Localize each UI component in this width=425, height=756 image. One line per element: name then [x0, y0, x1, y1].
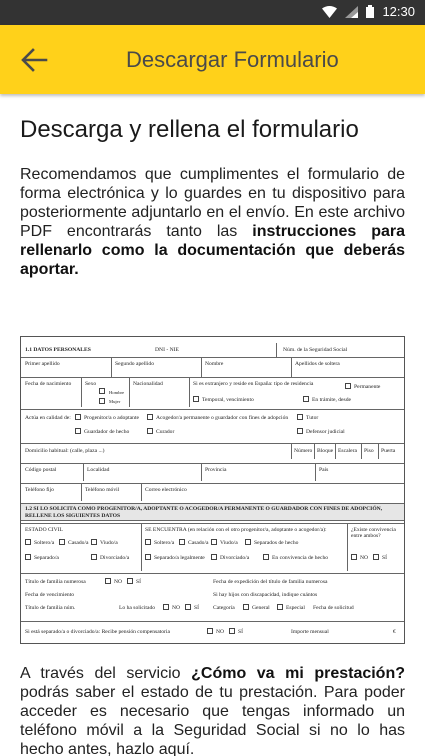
form-tel-movil: Teléfono móvil: [85, 487, 120, 493]
form-guardador: Guardador de hecho: [84, 429, 130, 435]
form-convivencia-hecho: En convivencia de hecho: [272, 555, 329, 561]
form-si-1: SÍ: [382, 555, 387, 561]
outro-text-2: podrás saber el estado de tu prestación. Para poder acceder es necesario que tengas informado un teléfono móvil a la Seguridad Social si no lo has hecho antes, hazlo aquí.: [20, 684, 405, 756]
form-existe: ¿Existe convivencia entre ambos?: [351, 527, 396, 539]
form-bloque: Bloque: [317, 448, 334, 454]
form-no-3: NO: [172, 605, 181, 611]
form-euro: €: [393, 629, 396, 635]
signal-icon: [345, 6, 358, 18]
form-nacionalidad: Nacionalidad: [133, 381, 163, 387]
form-row-calidad: [21, 409, 404, 439]
form-especial: Especial: [286, 605, 305, 611]
form-primer-apellido: Primer apellido: [25, 361, 60, 367]
form-fecha-sol: Fecha de solicitud: [313, 605, 354, 611]
form-row-telefono: [21, 483, 404, 501]
form-general: General: [252, 605, 270, 611]
form-email: Correo electrónico: [145, 487, 187, 493]
arrow-left-icon: [20, 47, 48, 73]
form-row-domicilio: [21, 443, 404, 459]
intro-paragraph: [20, 165, 405, 279]
form-acogedor: Acogedor/a permanente o guardador con fines de adopción: [156, 415, 289, 421]
form-domicilio: Domicilio habitual: (calle, plaza ...): [25, 448, 105, 454]
form-section2-header: [21, 503, 404, 521]
form-discapacidad: Si hay hijos con discapacidad, indique cuántos: [213, 592, 318, 598]
intro-text: Recomendamos que cumplimentes el formulario de forma electrónica y lo guardes en tu dispositivo para posteriormente adjuntarlo en el envío. En este archivo PDF encontrarás tanto las: [20, 166, 405, 240]
form-piso: Piso: [364, 448, 374, 454]
form-fecha-exp: Fecha de expedición del título de familia numerosa: [213, 579, 328, 585]
form-preview-image[interactable]: [20, 336, 405, 644]
form-row-familia: [21, 573, 404, 619]
form-mujer: Mujer: [109, 399, 121, 404]
form-divorciado: Divorciado/a: [100, 555, 130, 561]
page-title: Descargar Formulario: [126, 47, 339, 72]
form-cp: Código postal: [25, 467, 57, 473]
form-localidad: Localidad: [87, 467, 110, 473]
form-fecha-venc: Fecha de vencimiento: [25, 592, 75, 598]
form-fecha-nacimiento: Fecha de nacimiento: [25, 381, 72, 387]
app-bar: [0, 25, 425, 94]
form-soltero-2: Soltero/a: [154, 540, 175, 546]
form-row-names: [21, 357, 404, 377]
intro-bold-text: instrucciones para rellenarlo como la documentación que deberás aportar.: [20, 223, 406, 278]
section-heading: Descarga y rellena el formulario: [20, 116, 359, 143]
form-temporal: Temporal, vencimiento: [202, 397, 254, 403]
form-titulo-num2: Título de familia núm.: [25, 605, 76, 611]
form-row-pension: [21, 621, 404, 643]
form-provincia: Provincia: [205, 467, 227, 473]
form-viudo-2: Viudo/a: [220, 540, 238, 546]
form-estado-civil: ESTADO CIVIL: [25, 527, 63, 533]
form-sep-legal: Separado/a legalmente: [154, 555, 205, 561]
form-no-1: NO: [360, 555, 369, 561]
form-solicitado: Lo ha solicitado: [119, 605, 156, 611]
form-progenitor: Progenitor/a o adoptante: [84, 415, 139, 421]
form-nombre: Nombre: [205, 361, 224, 367]
form-defensor: Defensor judicial: [306, 429, 345, 435]
form-divorciado-2: Divorciado/a: [220, 555, 250, 561]
form-curador: Curador: [156, 429, 175, 435]
form-row-header: [21, 343, 404, 357]
service-link[interactable]: ¿Cómo va mi prestación?: [191, 665, 406, 682]
form-si-4: SÍ: [238, 629, 243, 635]
form-tutor: Tutor: [306, 415, 319, 421]
battery-icon: [366, 5, 374, 18]
form-no-2: NO: [114, 579, 123, 585]
form-no-4: NO: [216, 629, 225, 635]
form-soltero: Soltero/a: [34, 540, 55, 546]
form-sexo: Sexo: [85, 381, 97, 387]
form-si-2: SÍ: [136, 579, 141, 585]
form-dni: DNI - NIE: [155, 347, 179, 353]
form-se-encuentra: SE ENCUENTRA (en relación con el otro progenitor/a, adoptante o acogedor/a):: [145, 527, 327, 533]
form-section1-title: 1.1 DATOS PERSONALES: [25, 347, 91, 353]
form-sep-hecho: Separados de hecho: [254, 540, 299, 546]
form-casado-2: Casado/a: [188, 540, 209, 546]
outro-text-1: A través del servicio: [20, 665, 192, 682]
form-puerta: Puerta: [381, 448, 396, 454]
form-tel-fijo: Teléfono fijo: [25, 487, 54, 493]
form-titulo-numerosa: Título de familia numerosa: [25, 579, 86, 585]
form-row-birth: [21, 377, 404, 407]
form-si-3: SÍ: [194, 605, 199, 611]
form-pension-question: Si está separado/a o divorciado/a: Recibe pensión compensatoria: [25, 629, 170, 635]
status-bar: [0, 0, 425, 25]
form-casado: Casado/a: [68, 540, 89, 546]
form-nss: Núm. de la Seguridad Social: [283, 347, 348, 353]
form-categoria: Categoría: [213, 605, 235, 611]
form-permanente: Permanente: [354, 384, 381, 390]
main-content: [20, 114, 405, 279]
form-pais: País: [319, 467, 329, 473]
form-section2-title: 1.2 SI LO SOLICITA COMO PROGENITOR/A, ADOPTANTE O ACOGEDOR/A PERMANENTE O GUARDADOR CON FINES DE ADOPCIÓN, RELLENE LOS SIGUIENTES DATOS: [25, 506, 383, 519]
form-extranjero: Si es extranjero y reside en España: tipo de residencia: [193, 381, 314, 387]
form-apellidos-soltera: Apellidos de soltera: [295, 361, 340, 367]
form-hombre: Hombre: [109, 390, 125, 395]
form-importe: Importe mensual: [291, 629, 329, 635]
wifi-icon: [322, 6, 337, 18]
form-separado: Separado/a: [34, 555, 59, 561]
form-row-localidad: [21, 463, 404, 481]
form-escalera: Escalera: [338, 448, 357, 454]
form-segundo-apellido: Segundo apellido: [115, 361, 154, 367]
form-numero: Número: [294, 448, 313, 454]
form-viudo: Viudo/a: [100, 540, 118, 546]
form-calidad: Actúa en calidad de:: [25, 415, 71, 421]
form-tramite: En trámite, desde: [312, 397, 351, 403]
outro-paragraph: [20, 664, 405, 756]
back-button[interactable]: [20, 47, 48, 73]
clock: 12:30: [382, 4, 415, 19]
